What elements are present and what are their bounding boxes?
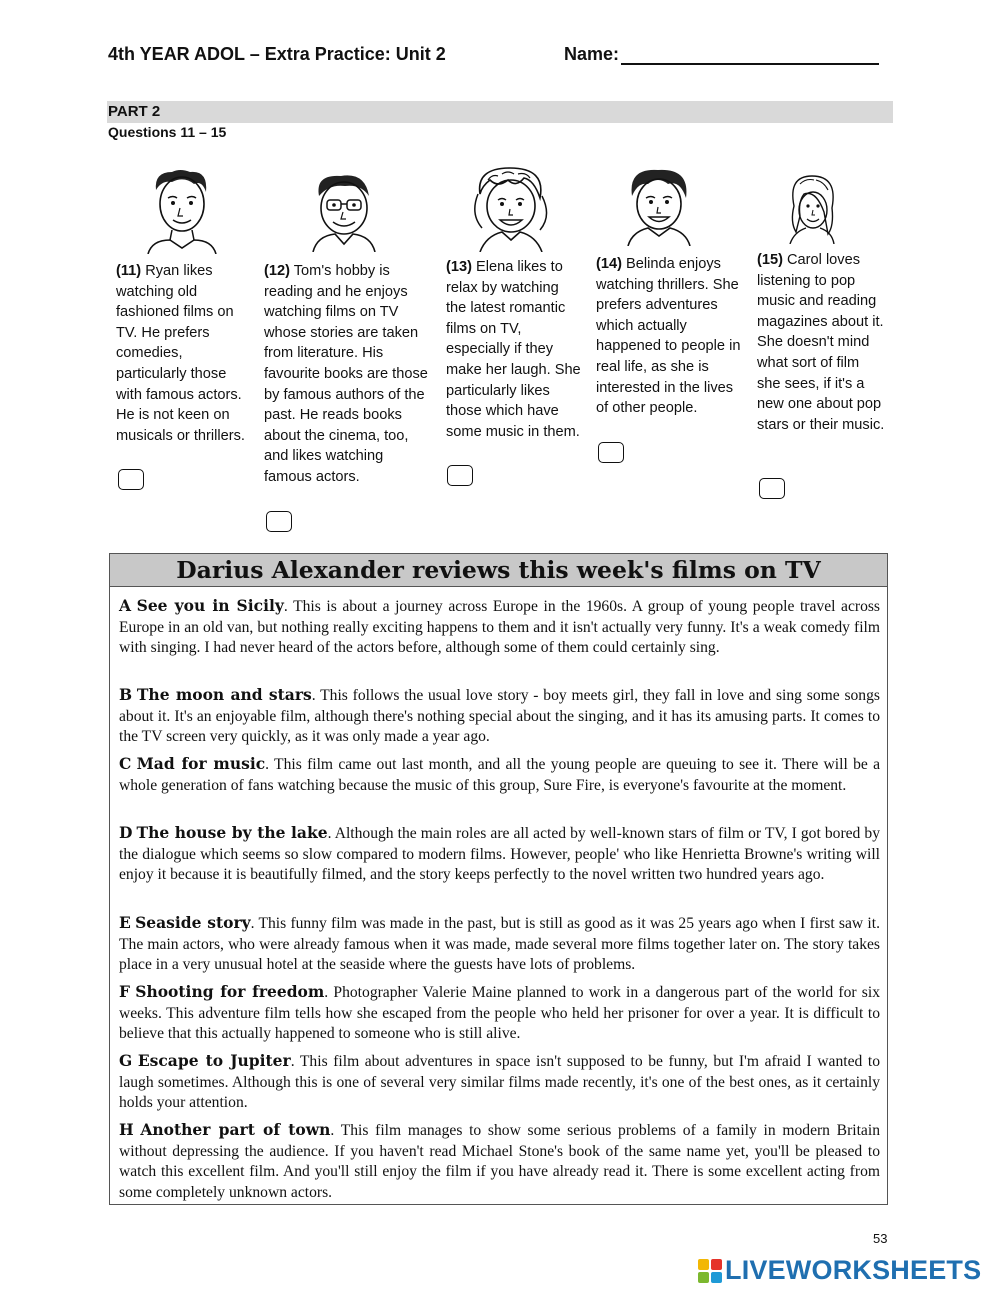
review-d (119, 823, 880, 886)
review-title: Mad for music (136, 754, 266, 773)
review-title: See you in Sicily (136, 596, 284, 615)
review-title: Seaside story (135, 913, 251, 932)
question-number: (11) (116, 263, 142, 279)
review-letter: E (119, 913, 131, 932)
review-text: . This is about a journey across Europe in the 1960s. A group of young people travel across Europe in an old van, but nothing really exciting happens to them and it isn't actually very funny. It's a weak comedy film with singing. I had never heard of the actors before, although some of them could certainly sing. (119, 598, 880, 656)
review-text: . This film about adventures in space isn't supposed to be funny, but I'm afraid I wanted to laugh sometimes. Although this is one of several very similar films made recently, it's one of the best ones, as it certainly holds your attention. (119, 1053, 881, 1111)
review-letter: G (119, 1051, 133, 1070)
review-f (119, 982, 880, 1045)
person-description-13 (446, 257, 582, 442)
person-description-15 (757, 250, 885, 435)
person-text: Tom's hobby is reading and he enjoys watching films on TV whose stories are taken from literature. His favourite books are those by famous authors of the past. He reads books about the cinema, too, and likes watching famous actors. (264, 263, 428, 485)
review-text: . This funny film was made in the past, but is still as good as it was 25 years ago when I first saw it. The main actors, who were already famous when it was made, made several more films together later on. The story takes place in a very unusual hotel at the seaside where the guests have lots of problems. (119, 915, 880, 973)
question-number: (13) (446, 259, 472, 275)
person-text: Elena likes to relax by watching the latest romantic films on TV, especially if they make her laugh. She particularly likes those which have some music in them. (446, 259, 581, 440)
review-letter: C (119, 754, 132, 773)
review-text: . This film manages to show some serious problems of a family in modern Britain without depressing the audience. If you haven't read Michael Stone's book of the same name yet, you'll be pleased to watch this excellent film. And you'll still enjoy the film if you have already read it. There is some excellent acting from some completely unknown actors. (119, 1122, 880, 1201)
name-field (564, 44, 879, 65)
review-title: Escape to Jupiter (137, 1051, 291, 1070)
worksheet-title: 4th YEAR ADOL – Extra Practice: Unit 2 (108, 44, 446, 64)
review-letter: A (119, 596, 132, 615)
question-number: (14) (596, 256, 622, 272)
brand-name: LIVEWORKSHEETS (725, 1255, 982, 1285)
part-label: PART 2 (107, 101, 893, 123)
review-text: . Photographer Valerie Maine planned to work in a dangerous part of the world for six weeks. This adventure film tells how she escaped from the people who held her prisoner for over a year. It is difficult to believe that this actually happened to someone who is still alive. (119, 984, 880, 1042)
person-description-11 (116, 261, 246, 446)
carol-face-drawing (786, 172, 838, 244)
ryan-face-drawing (142, 168, 222, 254)
question-number: (12) (264, 263, 290, 279)
reviews-heading: Darius Alexander reviews this week's films on TV (110, 554, 887, 587)
person-text: Belinda enjoys watching thrillers. She prefers adventures which actually happened to people in real life, as she is interested in the lives of other people. (596, 256, 741, 417)
belinda-face-drawing (622, 166, 696, 246)
answer-box-11[interactable] (118, 469, 144, 490)
review-letter: D (119, 823, 133, 842)
person-text: Carol loves listening to pop music and reading magazines about it. She doesn't mind what sort of film she sees, if it's a new one about pop stars or their music. (757, 252, 885, 433)
person-description-14 (596, 254, 746, 419)
review-title: Another part of town (140, 1120, 331, 1139)
name-line (621, 47, 879, 65)
liveworksheets-icon (698, 1259, 722, 1283)
review-b (119, 685, 880, 748)
name-label: Name: (564, 44, 620, 64)
questions-label: Questions 11 – 15 (108, 124, 227, 140)
review-text: . This follows the usual love story - boy meets girl, they fall in love and sing some songs about it. It's an enjoyable film, although there's nothing special about the singing, and it has its amusing parts. It comes to the TV screen very quickly, as it was only made a year ago. (119, 687, 880, 745)
answer-box-14[interactable] (598, 442, 624, 463)
answer-box-12[interactable] (266, 511, 292, 532)
review-a (119, 596, 880, 659)
review-text: . This film came out last month, and all the young people are queuing to see it. There will be a whole generation of fans watching because the music of this group, Sure Fire, is everyone's favourite at the moment. (119, 756, 881, 794)
review-letter: H (119, 1120, 134, 1139)
review-text: . Although the main roles are all acted by well-known stars of film or TV, I got bored by the dialogue which seems so slow compared to modern films. However, people' who like Henrietta Browne's writing will enjoy it because it is beautifully filmed, and the story keeps perfectly to the novel written two hundred years ago. (119, 825, 881, 883)
review-letter: B (119, 685, 133, 704)
tom-face-drawing (305, 170, 383, 252)
review-title: Shooting for freedom (135, 982, 325, 1001)
review-letter: F (119, 982, 131, 1001)
review-c (119, 754, 880, 796)
answer-box-15[interactable] (759, 478, 785, 499)
review-e (119, 913, 880, 976)
question-number: (15) (757, 252, 783, 268)
answer-box-13[interactable] (447, 465, 473, 486)
elena-face-drawing (468, 164, 554, 252)
review-g (119, 1051, 880, 1114)
review-title: The moon and stars (136, 685, 312, 704)
person-description-12 (264, 261, 430, 488)
page-number: 53 (873, 1231, 888, 1246)
review-title: The house by the lake (136, 823, 328, 842)
film-reviews-box (109, 553, 888, 1205)
liveworksheets-logo (698, 1255, 981, 1286)
person-text: Ryan likes watching old fashioned films on TV. He prefers comedies, particularly those with famous actors. He is not keen on musicals or thrillers. (116, 263, 245, 444)
review-h (119, 1120, 880, 1203)
